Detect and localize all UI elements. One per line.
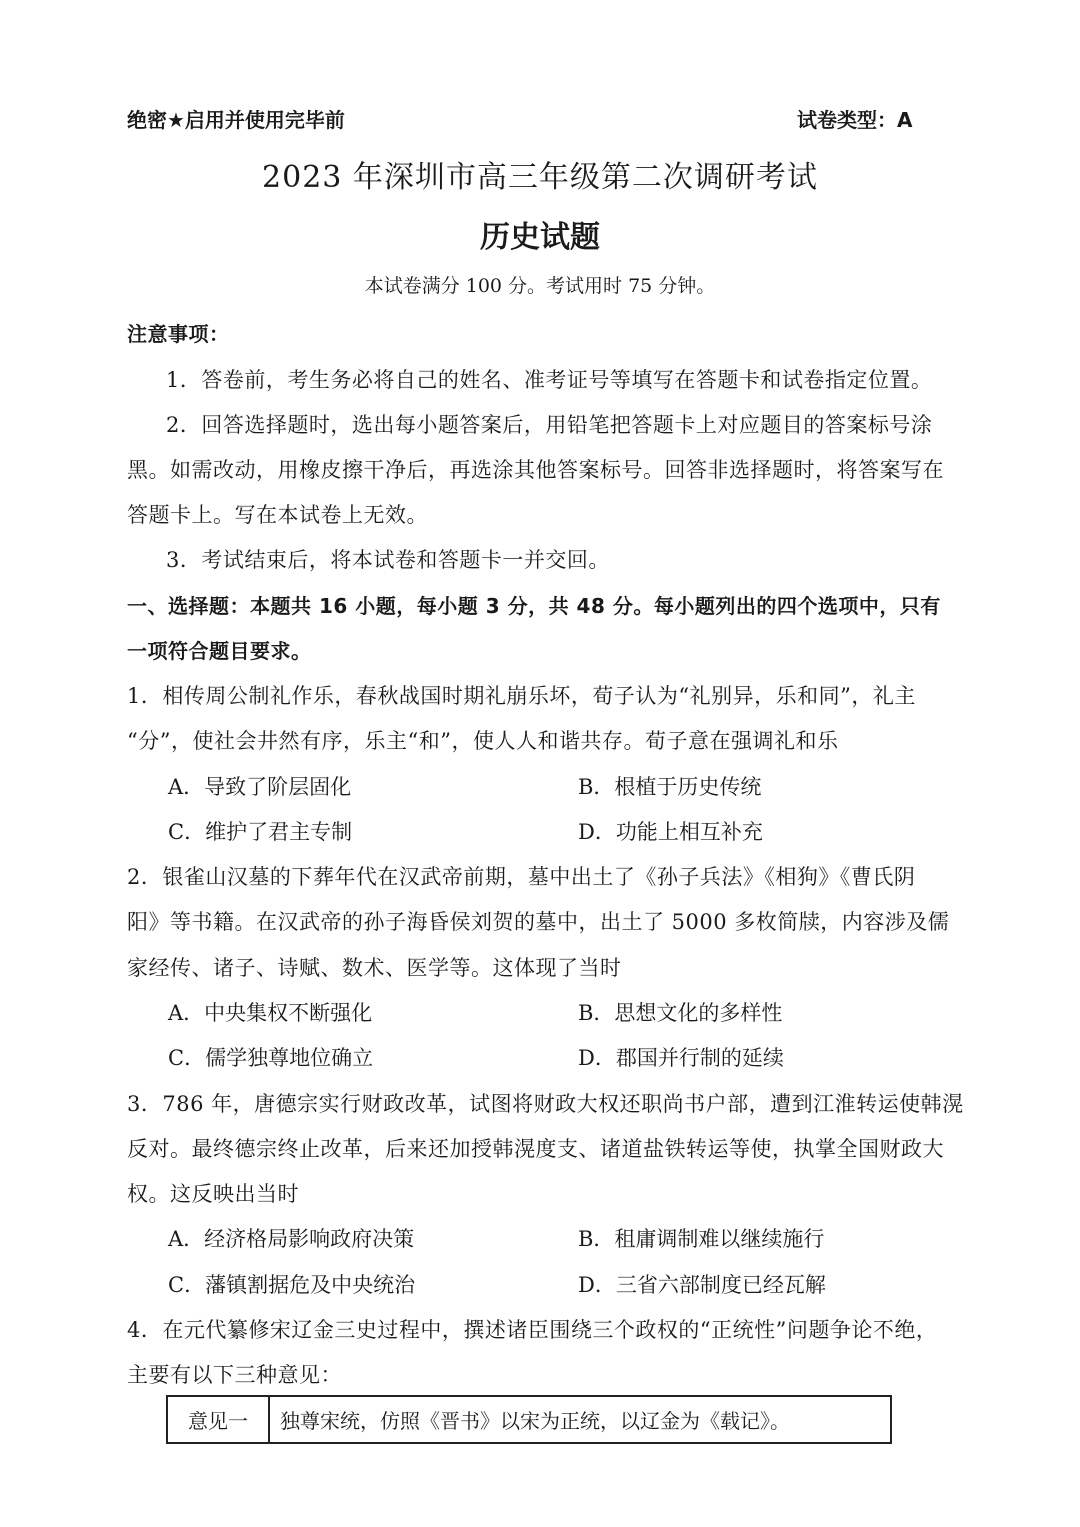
q4-stem-b: 主要有以下三种意见： [127, 1363, 342, 1387]
q3-stem-c: 权。这反映出当时 [127, 1182, 299, 1206]
q2-option-d: D．郡国并行制的延续 [578, 1046, 784, 1070]
q3-option-a: A．经济格局影响政府决策 [168, 1227, 415, 1251]
table-row [167, 1396, 891, 1443]
q3-stem-b: 反对。最终德宗终止改革，后来还加授韩滉度支、诸道盐铁转运等使，执掌全国财政大 [127, 1137, 944, 1161]
q1-stem-a: 1．相传周公制礼作乐，春秋战国时期礼崩乐坏，荀子认为“礼别异，乐和同”，礼主 [127, 684, 916, 708]
q1-option-b: B．根植于历史传统 [578, 775, 762, 799]
section-1-heading-b: 一项符合题目要求。 [127, 639, 312, 663]
subject-title: 历史试题 [480, 220, 600, 255]
notice-line-2c: 答题卡上。写在本试卷上无效。 [127, 503, 428, 527]
q4-stem-a: 4．在元代纂修宋辽金三史过程中，撰述诸臣围绕三个政权的“正统性”问题争论不绝， [127, 1318, 938, 1342]
q1-option-a: A．导致了阶层固化 [168, 775, 352, 799]
notice-line-1: 1．答卷前，考生务必将自己的姓名、准考证号等填写在答题卡和试卷指定位置。 [166, 368, 933, 392]
paper-type-label: 试卷类型：A [797, 108, 913, 132]
notice-line-2a: 2．回答选择题时，选出每小题答案后，用铅笔把答题卡上对应题目的答案标号涂 [166, 413, 933, 437]
q2-stem-a: 2．银雀山汉墓的下葬年代在汉武帝前期，墓中出土了《孙子兵法》《相狗》《曹氏阴 [127, 865, 916, 889]
q2-stem-b: 阳》等书籍。在汉武帝的孙子海昏侯刘贺的墓中，出土了 5000 多枚简牍，内容涉及儒 [127, 910, 950, 934]
q3-option-d: D．三省六部制度已经瓦解 [578, 1273, 826, 1297]
q3-option-b: B．租庸调制难以继续施行 [578, 1227, 825, 1251]
q1-stem-b: “分”，使社会井然有序，乐主“和”，使人人和谐共存。荀子意在强调礼和乐 [127, 729, 839, 753]
score-note: 本试卷满分 100 分。考试用时 75 分钟。 [364, 275, 716, 297]
q2-option-c: C．儒学独尊地位确立 [168, 1046, 374, 1070]
opinion-text: 独尊宋统，仿照《晋书》以宋为正统，以辽金为《载记》。 [269, 1396, 891, 1443]
exam-title: 2023 年深圳市高三年级第二次调研考试 [262, 160, 818, 195]
q2-option-b: B．思想文化的多样性 [578, 1001, 783, 1025]
notice-line-2b: 黑。如需改动，用橡皮擦干净后，再选涂其他答案标号。回答非选择题时，将答案写在 [127, 458, 944, 482]
q2-stem-c: 家经传、诸子、诗赋、数术、医学等。这体现了当时 [127, 956, 622, 980]
q1-option-c: C．维护了君主专制 [168, 820, 353, 844]
q3-stem-a: 3．786 年，唐德宗实行财政改革，试图将财政大权还职尚书户部，遭到江淮转运使韩滉 [127, 1092, 964, 1116]
q1-option-d: D．功能上相互补充 [578, 820, 763, 844]
q4-opinions-table [166, 1395, 892, 1444]
q2-option-a: A．中央集权不断强化 [168, 1001, 373, 1025]
opinion-label: 意见一 [167, 1396, 269, 1443]
q3-option-c: C．藩镇割据危及中央统治 [168, 1273, 416, 1297]
notice-heading: 注意事项： [127, 322, 230, 346]
notice-line-3: 3．考试结束后，将本试卷和答题卡一并交回。 [166, 548, 610, 572]
section-1-heading-a: 一、选择题：本题共 16 小题，每小题 3 分，共 48 分。每小题列出的四个选项中，只有 [127, 594, 941, 618]
secrecy-label: 绝密★启用并使用完毕前 [127, 108, 345, 132]
